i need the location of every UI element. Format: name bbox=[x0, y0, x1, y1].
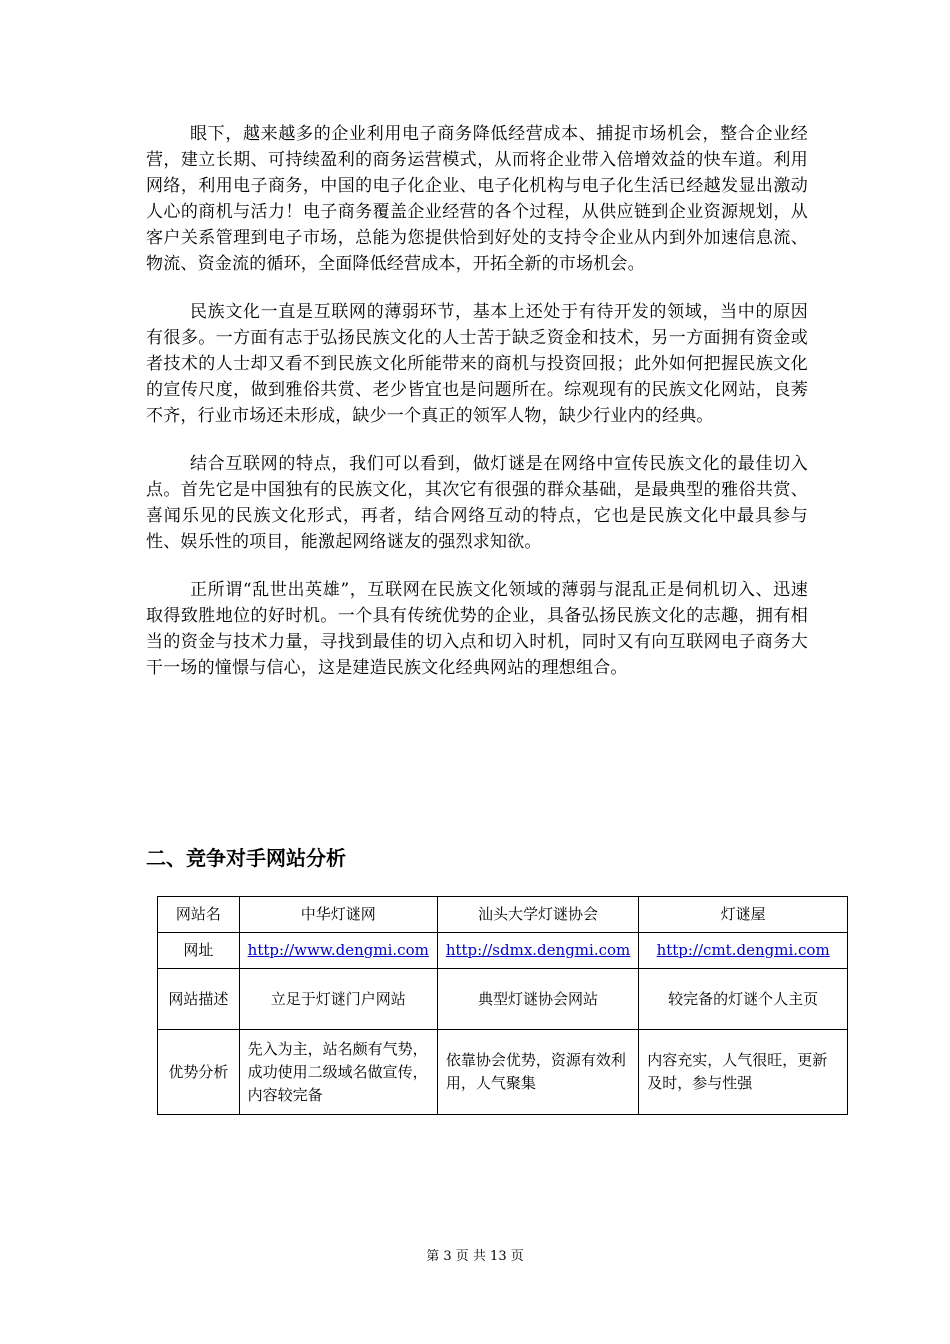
site-desc-cell: 较完备的灯谜个人主页 bbox=[639, 969, 848, 1030]
paragraph-opportunity: 正所谓“乱世出英雄”，互联网在民族文化领域的薄弱与混乱正是伺机切入、迅速取得致胜地位的好时机。一个具有传统优势的企业，具备弘扬民族文化的志趣，拥有相当的资金与技术力量，寻找到最佳的切入点和切入时机，同时又有向互联网电子商务大干一场的憧憬与信心，这是建造民族文化经典网站的理想组合。 bbox=[146, 580, 808, 678]
row-label-adv: 优势分析 bbox=[158, 1030, 240, 1115]
site-desc-cell: 立足于灯谜门户网站 bbox=[239, 969, 437, 1030]
site-desc-cell: 典型灯谜协会网站 bbox=[437, 969, 638, 1030]
site-name-cell: 中华灯谜网 bbox=[239, 897, 437, 933]
row-label-desc: 网站描述 bbox=[158, 969, 240, 1030]
table-row bbox=[158, 897, 848, 933]
paragraph-ecommerce: 眼下，越来越多的企业利用电子商务降低经营成本、捕捉市场机会，整合企业经营，建立长期、可持续盈利的商务运营模式，从而将企业带入倍增效益的快车道。利用网络，利用电子商务，中国的电子化企业、电子化机构与电子化生活已经越发显出激动人心的商机与活力！电子商务覆盖企业经营的各个过程，从供应链到企业资源规划，从客户关系管理到电子市场，总能为您提供恰到好处的支持令企业从内到外加速信息流、物流、资金流的循环，全面降低经营成本，开拓全新的市场机会。 bbox=[146, 124, 808, 274]
section-title: 二、竞争对手网站分析 bbox=[146, 846, 346, 870]
site-url-cell bbox=[639, 933, 848, 969]
site-url-link[interactable]: http://sdmx.dengmi.com bbox=[445, 941, 631, 959]
table-row bbox=[158, 969, 848, 1030]
site-adv-cell: 依靠协会优势，资源有效利用，人气聚集 bbox=[437, 1030, 638, 1115]
site-url-link[interactable]: http://cmt.dengmi.com bbox=[656, 941, 830, 959]
site-adv-cell: 先入为主，站名颇有气势，成功使用二级域名做宣传，内容较完备 bbox=[239, 1030, 437, 1115]
row-label-url: 网址 bbox=[158, 933, 240, 969]
table-row bbox=[158, 1030, 848, 1115]
paragraph-lantern-riddle: 结合互联网的特点，我们可以看到，做灯谜是在网络中宣传民族文化的最佳切入点。首先它是中国独有的民族文化，其次它有很强的群众基础，是最典型的雅俗共赏、喜闻乐见的民族文化形式，再者，结合网络互动的特点，它也是民族文化中最具参与性、娱乐性的项目，能激起网络谜友的强烈求知欲。 bbox=[146, 454, 808, 552]
site-name-cell: 灯谜屋 bbox=[639, 897, 848, 933]
site-url-cell bbox=[437, 933, 638, 969]
page-footer: 第 3 页 共 13 页 bbox=[426, 1249, 524, 1264]
site-url-cell bbox=[239, 933, 437, 969]
site-url-link[interactable]: http://www.dengmi.com bbox=[247, 941, 429, 959]
competitor-table bbox=[157, 896, 848, 1115]
row-label-name: 网站名 bbox=[158, 897, 240, 933]
table-row bbox=[158, 933, 848, 969]
site-adv-cell: 内容充实，人气很旺，更新及时，参与性强 bbox=[639, 1030, 848, 1115]
site-name-cell: 汕头大学灯谜协会 bbox=[437, 897, 638, 933]
paragraph-culture: 民族文化一直是互联网的薄弱环节，基本上还处于有待开发的领域，当中的原因有很多。一方面有志于弘扬民族文化的人士苦于缺乏资金和技术，另一方面拥有资金或者技术的人士却又看不到民族文化所能带来的商机与投资回报；此外如何把握民族文化的宣传尺度，做到雅俗共赏、老少皆宜也是问题所在。综观现有的民族文化网站，良莠不齐，行业市场还未形成，缺少一个真正的领军人物，缺少行业内的经典。 bbox=[146, 302, 808, 426]
body-text bbox=[146, 121, 808, 703]
